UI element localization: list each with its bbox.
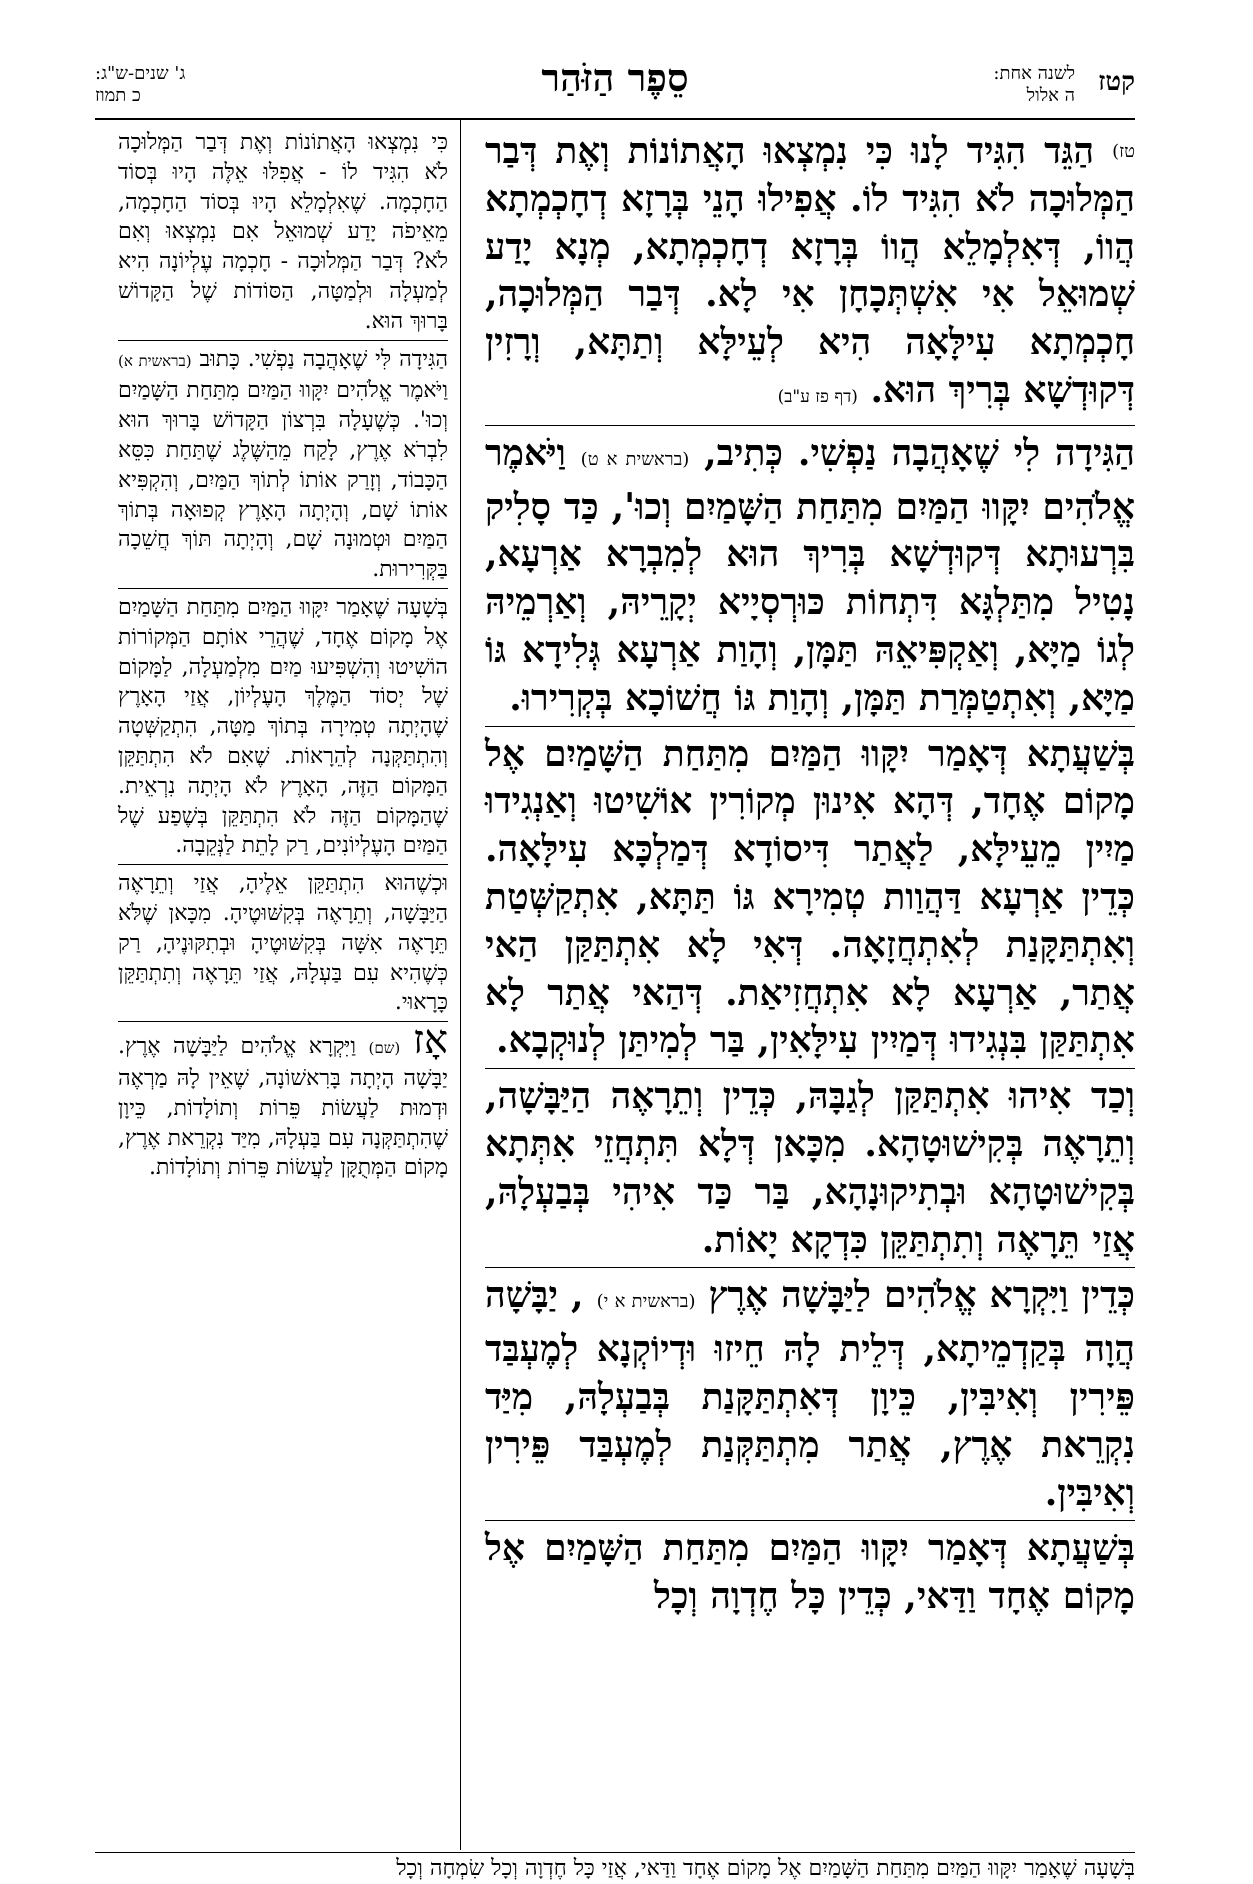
paragraph-text: הַגֵּד הִגִּיד לָנוּ כִּי נִמְצְאוּ הָאֲתוֹנוֹת וְאֶת דְּבַר הַמְּלוּכָה לֹא הִגִּיד לוֹ. אֲפִילוּ הָנֵי בְּרָזָא דְחָכְמְתָא הֲווֹ, דְּאִלְמָלֵא הֲווֹ בְּרָזָא דְחָכְמְתָא, מְנָא יָדַע שְׁמוּאֵל אִי אִשְׁתְּכָחָן אִי לָא. דְּבַר הַמְּלוּכָה, חָכְמְתָא עִילָּאָה הִיא לְעֵילָּא וְתַתָּא, וְרָזִין דְּקוּדְשָׁא בְּרִיךְ הוּא. bbox=[485, 130, 1135, 411]
column-divider bbox=[460, 120, 461, 1850]
main-paragraph bbox=[485, 430, 1135, 723]
schedule-date: ה אלול bbox=[1026, 85, 1075, 106]
verse-reference: (בראשית א) bbox=[118, 351, 192, 370]
paragraph-text: בְּשַׁעֲתָא דְּאָמַר יִקָּווּ הַמַּיִם מִתַּחַת הַשָּׁמַיִם אֶל מָקוֹם אֶחָד וַדַּאי, כְּדֵין כָּל חֶדְוָה וְכָל bbox=[485, 1527, 1135, 1618]
commentary-paragraph: כִּי נִמְצְאוּ הָאֲתוֹנוֹת וְאֶת דְּבַר הַמְּלוּכָה לֹא הִגִּיד לוֹ - אֲפִלּוּ אֵלֶּה הָיוּ בְּסוֹד הַחָכְמָה. שֶׁאִלְמָלֵא הָיוּ בְּסוֹד הַחָכְמָה, מֵאֵיפֹה יָדַע שְׁמוּאֵל אִם נִמְצְאוּ וְאִם לֹא? דְּבַר הַמְּלוּכָה - חָכְמָה עֶלְיוֹנָה הִיא לְמַעְלָה וּלְמַטָּה, הַסּוֹדוֹת שֶׁל הַקָּדוֹשׁ בָּרוּךְ הוּא. bbox=[118, 130, 448, 334]
main-text-column bbox=[485, 128, 1135, 1621]
paragraph-divider bbox=[485, 1068, 1135, 1069]
paragraph-text: וַיֹּאמֶר אֱלֹהִים יִקָּווּ הַמַּיִם מִתַּחַת הַשָּׁמַיִם וְכוּ', כַּד סָלִיק בִּרְעוּתָא דְּקוּדְשָׁא בְּרִיךְ הוּא לְמִבְרָא אַרְעָא, נָטִיל מִתַּלְגָּא דִּתְחוֹת כּוּרְסְיָיא יְקָרֵיהּ, וְאַרְמֵיהּ לְגוֹ מַיָּא, וְאַקְפִּיאֵהּ תַּמָּן, וְהָוַת אַרְעָא גְּלִידָא גּוֹ מַיָּא, וְאִתְטַמְּרַת תַּמָּן, וְהָוַת גּוֹ חֲשׁוֹכָא בְּקְרִירוּ. bbox=[485, 431, 1135, 719]
daf-reference: (דף פז ע"ב) bbox=[777, 386, 858, 407]
paragraph-text: וַיֹּאמֶר אֱלֹהִים יִקָּווּ הַמַּיִם מִתַּחַת הַשָּׁמַיִם וְכוּ'. כְּשֶׁעָלָה בִּרְצוֹן הַקָּדוֹשׁ בָּרוּךְ הוּא לִבְרֹא אֶרֶץ, לָקַח מֵהַשֶּׁלֶג שֶׁתַּחַת כִּסֵּא הַכָּבוֹד, וְזָרַק אוֹתוֹ לְתוֹךְ הַמַּיִם, וְהִקְפִּיא אוֹתוֹ שָׁם, וְהָיְתָה הָאָרֶץ קְפוּאָה בְּתוֹךְ הַמַּיִם וּטְמוּנָה שָׁם, וְהָיְתָה תּוֹךְ חֲשֵׁכָה בַּקְּרִירוּת. bbox=[118, 378, 448, 583]
lead-word: אָז bbox=[412, 1017, 448, 1064]
schedule-label: לשנה אחת: bbox=[993, 63, 1075, 84]
main-paragraph bbox=[485, 1272, 1135, 1517]
verse-reference: (בראשית א י) bbox=[596, 1291, 696, 1313]
paragraph-divider bbox=[118, 864, 448, 865]
page-header bbox=[95, 55, 1135, 117]
paragraph-divider bbox=[485, 1267, 1135, 1268]
footer-divider bbox=[95, 1852, 1135, 1853]
main-paragraph bbox=[485, 1525, 1135, 1621]
commentary-paragraph: וּכְשֶׁהוּא הִתְתַּקֵּן אֵלֶיהָ, אֲזַי וְתֵרָאֶה הַיַּבָּשָׁה, וְתֵרָאֶה בְּקִשּׁוּטֶיהָ. מִכָּאן שֶׁלֹּא תֵּרָאֶה אִשָּׁה בְּקִשּׁוּטֶיהָ וּבְתִקּוּנֶיהָ, רַק כְּשֶׁהִיא עִם בַּעְלָהּ, אֲזַי תֵּרָאֶה וְתִתְתַּקֵּן כָּרָאוּי. bbox=[118, 871, 448, 1016]
paragraph-marker: טז) bbox=[1112, 141, 1135, 162]
main-paragraph bbox=[485, 731, 1135, 1066]
page-number: קטז bbox=[1098, 67, 1135, 97]
paragraph-divider bbox=[118, 340, 448, 341]
commentary-paragraph bbox=[118, 1017, 448, 1183]
commentary-column bbox=[118, 128, 448, 1183]
paragraph-text: וְכַד אִיהוּ אִתְתַּקַּן לְגַבָּהּ, כְּדֵין וְתֵרָאֶה הַיַּבָּשָׁה, וְתֵרָאֶה בְּקִישׁוּטָהָא. מִכָּאן דְּלָא תִּתְחֲזֵי אִתְּתָא בְּקִישׁוּטָהָא וּבְתִיקוּנָהָא, בַּר כַּד אִיהִי בְּבַעְלָהּ, אֲזַי תֵּרָאֶה וְתִתְתַּקֵּן כִּדְקָא יָאוֹת. bbox=[485, 1075, 1135, 1261]
paragraph-text: וַיִּקְרָא אֱלֹהִים לַיַּבָּשָׁה אֶרֶץ. יַבָּשָׁה הָיְתָה בָּרִאשׁוֹנָה, שֶׁאֵין לָהּ מַרְאֶה וּדְמוּת לַעֲשׂוֹת פֵּרוֹת וְתוֹלָדוֹת, כֵּיוָן שֶׁהִתְתַּקְּנָה עִם בַּעְלָהּ, מִיַּד נִקְרֵאת אֶרֶץ, מָקוֹם הַמְּתֻקָּן לַעֲשׂוֹת פֵּרוֹת וְתוֹלָדוֹת. bbox=[118, 1034, 448, 1181]
paragraph-text: , יַבָּשָׁה הֲוָה בְּקַדְמֵיתָא, דְּלֵית לָהּ חֵיזוּ וּדְיוֹקְנָא לְמֶעְבַּד פֵּירִין וְאִיבִּין, כֵּיוָן דְּאִתְתַּקָּנַת בְּבַעְלָהּ, מִיַּד נִקְרֵאת אֶרֶץ, אֲתַר מִתְתַּקְּנַת לְמֶעְבַּד פֵּירִין וְאִיבִּין. bbox=[485, 1274, 1135, 1514]
paragraph-text: כְּדֵין וַיִּקְרָא אֱלֹהִים לַיַּבָּשָׁה אֶרֶץ bbox=[708, 1274, 1135, 1317]
schedule-date: כ תמוז bbox=[95, 85, 141, 106]
paragraph-text: הַגִּידָה לִּי שֶׁאָהֲבָה נַפְשִׁי. כָּתוּב bbox=[199, 346, 448, 372]
schedule-label: ג' שנים-ש"ג: bbox=[95, 63, 186, 84]
paragraph-text: בְּשַׁעֲתָא דְּאָמַר יִקָּווּ הַמַּיִם מִתַּחַת הַשָּׁמַיִם אֶל מָקוֹם אֶחָד, דְּהָא אִינוּן מְקוֹרִין אוֹשִׁיטוּ וְאַנְגִידוּ מַיִין מֵעֵילָּא, לַאֲתַר דִּיסוֹדָא דְּמַלְכָּא עִילָּאָה. כְּדֵין אַרְעָא דַּהֲוַות טְמִירָא גּוֹ תַּתָּא, אִתְקַשְּׁטַת וְאִתְתַּקָּנַת לְאִתְחֲזָאָה. דְּאִי לָא אִתְתַּקַּן הַאי אֲתַר, אַרְעָא לָא אִתְחֲזִיאַת. דְּהַאי אֲתַר לָא אִתְתַּקַּן בִּנְגִידוּ דְּמַיִין עִילָּאִין, בַּר לְמִיתַּן לְנוּקְבָא. bbox=[485, 732, 1135, 1062]
main-paragraph bbox=[485, 128, 1135, 422]
verse-reference: (שם) bbox=[368, 1039, 401, 1058]
verse-reference: (בראשית א ט) bbox=[580, 448, 690, 470]
paragraph-divider bbox=[485, 726, 1135, 727]
paragraph-divider bbox=[485, 425, 1135, 426]
commentary-paragraph: בְּשָׁעָה שֶׁאָמַר יִקָּווּ הַמַּיִם מִתַּחַת הַשָּׁמַיִם אֶל מָקוֹם אֶחָד, שֶׁהֲרֵי אוֹתָם הַמְּקוֹרוֹת הוֹשִׁיטוּ וְהִשְׁפִּיעוּ מַיִם מִלְמַעְלָה, לַמָּקוֹם שֶׁל יְסוֹד הַמֶּלֶךְ הָעֶלְיוֹן, אֲזַי הָאָרֶץ שֶׁהָיְתָה טְמִירָה בְּתוֹךְ מַטָּה, הִתְקַשְּׁטָה וְהִתְתַּקְּנָה לְהֵרָאוֹת. שֶׁאִם לֹא הִתְתַּקֵּן הַמָּקוֹם הַזֶּה, הָאָרֶץ לֹא הָיְתָה נִרְאֵית. שֶׁהַמָּקוֹם הַזֶּה לֹא הִתְתַּקֵּן בְּשֶׁפַע שֶׁל הַמַּיִם הָעֶלְיוֹנִים, רַק לָתֵת לַנְּקֵבָה. bbox=[118, 594, 448, 859]
paragraph-text: הַגִּידָה לִי שֶׁאָהֲבָה נַפְשִׁי. כְּתִיב, bbox=[704, 431, 1135, 474]
header-divider bbox=[95, 118, 1135, 120]
footer-translation-line: בְּשָׁעָה שֶׁאָמַר יִקָּווּ הַמַּיִם מִתַּחַת הַשָּׁמַיִם אֶל מָקוֹם אֶחָד וַדַּאי, אֲזַי כָּל חֶדְוָה וְכָל שִׂמְחָה וְכָל bbox=[396, 1856, 1135, 1881]
paragraph-divider bbox=[485, 1520, 1135, 1521]
paragraph-divider bbox=[118, 588, 448, 589]
paragraph-divider bbox=[118, 1021, 448, 1022]
main-paragraph bbox=[485, 1073, 1135, 1264]
book-title: סֵפֶר הַזֹּהַר bbox=[541, 55, 689, 100]
reading-schedule-three-years bbox=[95, 63, 185, 107]
commentary-paragraph bbox=[118, 345, 448, 585]
